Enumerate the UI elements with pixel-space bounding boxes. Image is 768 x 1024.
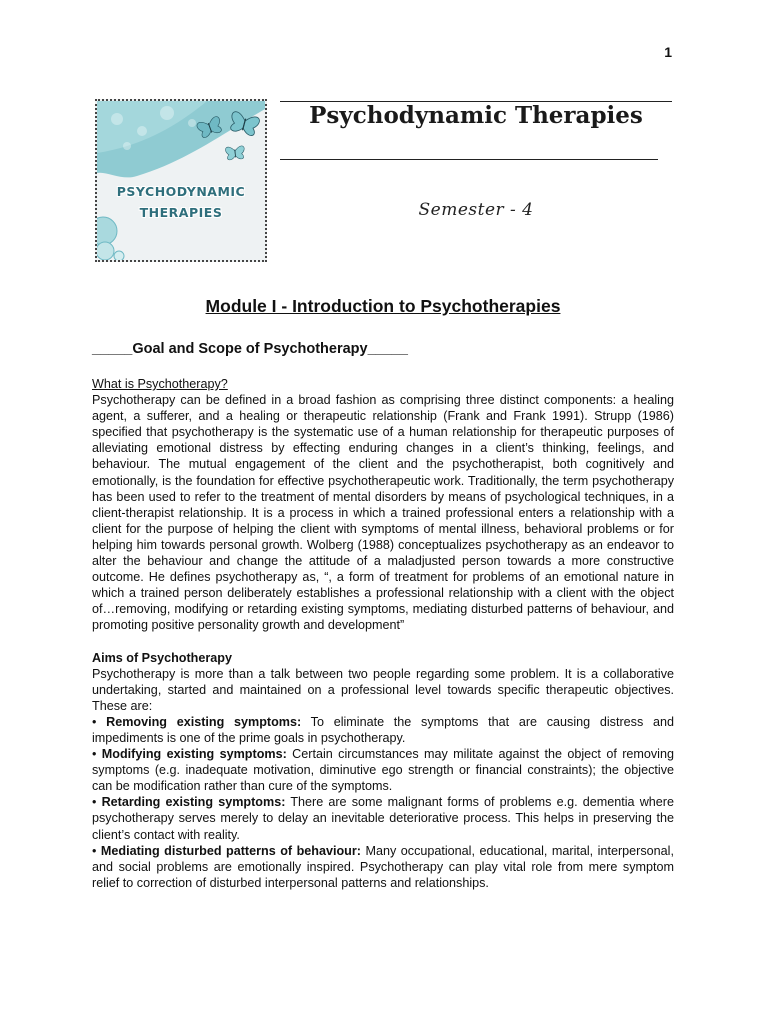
bullet-marker: •	[92, 795, 102, 810]
cover-title-line: PSYCHODYNAMIC	[116, 184, 246, 199]
cover-image	[95, 99, 267, 262]
aims-item-term: Mediating disturbed patterns of behaviour:	[100, 843, 361, 858]
aims-item-text: Certain circumstances may militate against the object of removing symptoms (e.g. inadequate motivation, diminutive ego strength or financial constraints); the objective can be modification rather than cure of the symptoms.	[92, 747, 674, 794]
aims-list-item	[92, 714, 674, 746]
paragraph-spacer	[92, 634, 674, 650]
what-is-heading: What is Psychotherapy?	[92, 377, 228, 391]
bullet-marker: •	[92, 843, 101, 858]
aims-list-item	[92, 746, 674, 794]
aims-item-term: Modifying existing symptoms:	[101, 747, 287, 762]
module-heading: Module I - Introduction to Psychotherapies	[205, 296, 561, 316]
bullet-marker: •	[92, 747, 102, 762]
butterfly-icon	[225, 146, 245, 160]
aims-item-term: Retarding existing symptoms:	[101, 795, 286, 810]
aims-list-item	[92, 794, 674, 842]
semester-label: Semester - 4	[418, 200, 534, 220]
section-heading: _____Goal and Scope of Psychotherapy_____	[92, 341, 408, 357]
page-number: 1	[664, 44, 672, 60]
document-title: Psychodynamic Therapies	[309, 102, 643, 129]
aims-item-text: There are some malignant forms of problems e.g. dementia where psychotherapy serves merely to delay an inevitable deteriorative process. This helps in preserving the client’s contact with reality.	[92, 795, 674, 842]
aims-heading: Aims of Psychotherapy	[92, 650, 232, 665]
title-bottom-rule	[280, 159, 658, 160]
decorative-circles	[97, 217, 124, 260]
cover-title	[97, 181, 265, 223]
aims-intro: Psychotherapy is more than a talk between two people regarding some problem. It is a collaborative undertaking, started and maintained on a professional level towards specific therapeutic objectives. These are:	[92, 666, 674, 713]
bullet-marker: •	[92, 714, 107, 729]
aims-item-term: Removing existing symptoms:	[106, 714, 302, 729]
cover-title-line: THERAPIES	[139, 205, 223, 220]
what-is-paragraph: Psychotherapy can be defined in a broad fashion as comprising three distinct components: a healing agent, a sufferer, and a healing or therapeutic relationship (Frank and Frank 1991). Strupp (1986) specified that psychotherapy is the systematic use of a human relationship for therapeutic purposes of alleviating emotional distress by effecting enduring changes in a client’s thinking, feelings, and behaviour. The mutual engagement of the client and the psychotherapist, both cognitively and emotionally, is the foundation for effective psychotherapeutic work. Traditionally, the term psychotherapy has been used to refer to the treatment of mental disorders by means of psychological techniques, in a client-therapist relationship. It is a process in which a trained professional enters a relationship with a client for the purpose of helping the client with symptoms of mental illness, behavioral problems or for helping him towards personal growth. Wolberg (1988) conceptualizes psychotherapy as an endeavor to alter the behaviour and change the attitude of a maladjusted person towards a more constructive outcome. He defines psychotherapy as, “, a form of treatment for problems of an emotional nature in which a trained person deliberately establishes a professional relationship with a client with the object of…removing, modifying or retarding existing symptoms, mediating disturbed patterns of behaviour, and promoting positive personality growth and development”	[92, 393, 674, 633]
aims-list-item	[92, 843, 674, 891]
aims-item-text: To eliminate the symptoms that are causing distress and impediments is one of the prime goals in psychotherapy.	[92, 714, 674, 745]
body-content	[92, 376, 674, 891]
aims-item-text: Many occupational, educational, marital, interpersonal, and social problems are emotionally inspired. Psychotherapy can play vital role from mere symptom relief to correction of disturbed interpersonal patterns and relationships.	[92, 843, 674, 890]
